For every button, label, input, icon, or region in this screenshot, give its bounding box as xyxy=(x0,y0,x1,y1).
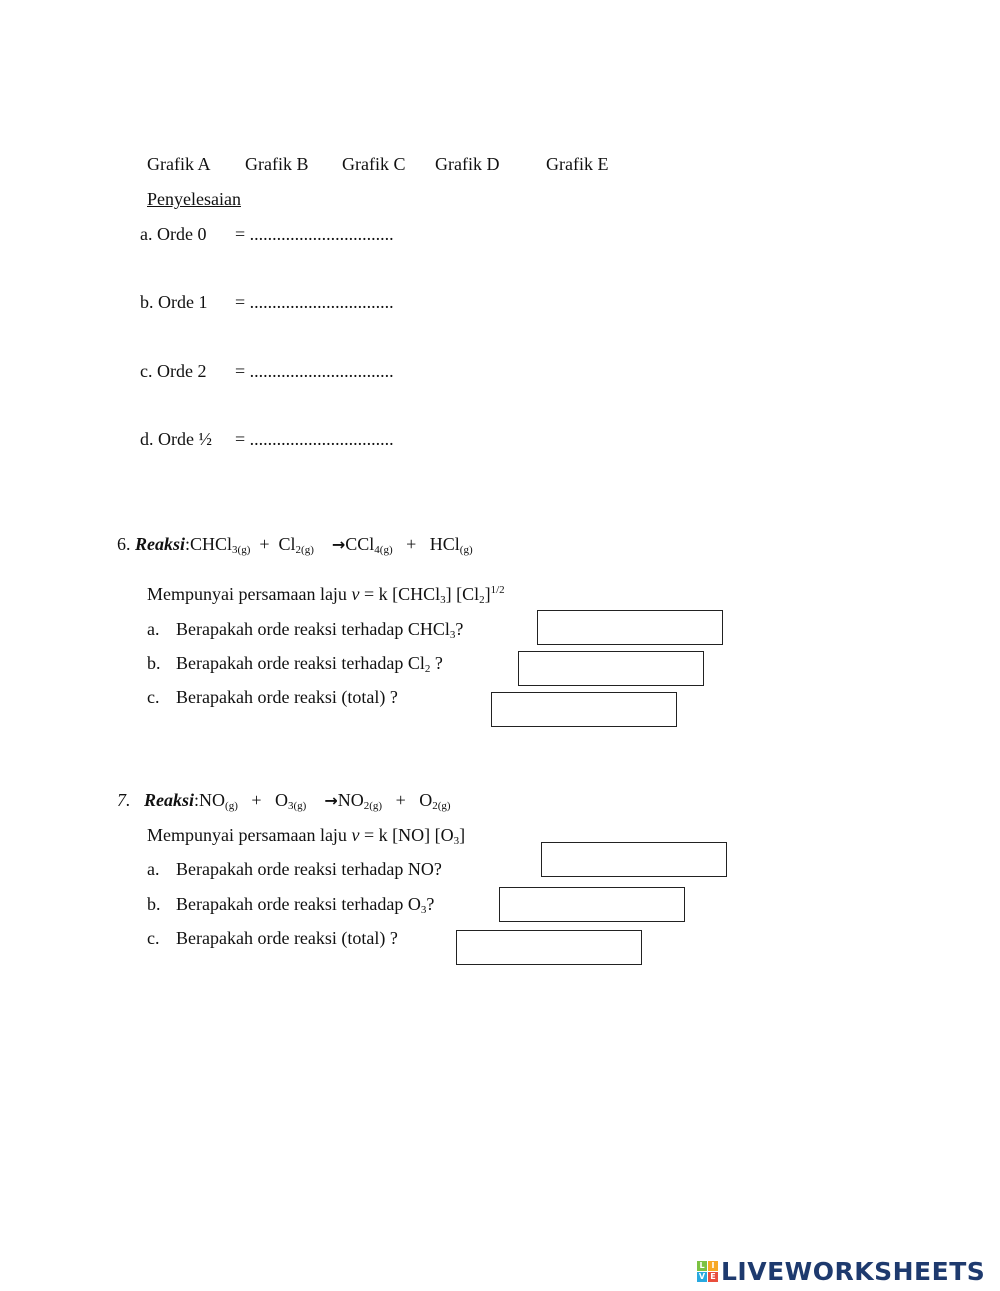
q6-answer-b-box[interactable] xyxy=(518,651,704,686)
q6-product-1: CCl xyxy=(345,534,375,554)
q6-rate-sub-1: 3 xyxy=(440,594,446,606)
q6-a-end: ? xyxy=(455,619,464,639)
q7-reactant-1-state: (g) xyxy=(225,800,238,812)
q7-rate-law xyxy=(147,825,466,847)
q6-c-question: Berapakah orde reaksi (total) ? xyxy=(176,687,398,707)
q7-product-1-state: 2(g) xyxy=(363,800,383,812)
q6-number: 6. xyxy=(117,534,131,554)
graph-label-c: Grafik C xyxy=(342,154,406,174)
order-1-label: b. Orde 1 xyxy=(140,292,208,312)
q6-a-question xyxy=(176,619,464,641)
q7-product-1: NO xyxy=(337,790,364,810)
liveworksheets-logo xyxy=(697,1256,985,1286)
q7-b-question xyxy=(176,894,435,916)
q7-rate-prefix: Mempunyai persamaan laju xyxy=(147,825,352,845)
order-1-blank: = ................................ xyxy=(235,292,394,312)
q7-b-text: Berapakah orde reaksi terhadap O xyxy=(176,894,421,914)
logo-cell-v: V xyxy=(698,1271,706,1281)
q6-product-1-state: 4(g) xyxy=(374,544,393,556)
graph-label-b: Grafik B xyxy=(245,154,309,174)
q6-product-2: HCl xyxy=(429,534,460,554)
q7-c-letter: c. xyxy=(147,928,160,948)
q6-reaksi-label: Reaksi xyxy=(135,534,186,554)
q7-reactant-1: NO xyxy=(199,790,226,810)
order-half-label: d. Orde ½ xyxy=(140,429,212,449)
arrow-icon: → xyxy=(324,791,338,810)
q7-rate-sub: 3 xyxy=(453,835,460,847)
q7-a-question: Berapakah orde reaksi terhadap NO? xyxy=(176,859,442,879)
q7-b-end: ? xyxy=(426,894,435,914)
q6-rate-v: v xyxy=(351,584,360,604)
q7-plus-1: + xyxy=(251,790,262,810)
q6-rate-exponent: 1/2 xyxy=(490,584,505,596)
liveworksheets-logo-text: LIVEWORKSHEETS xyxy=(721,1256,986,1286)
q6-b-text: Berapakah orde reaksi terhadap Cl xyxy=(176,653,425,673)
q6-rate-eq: = k [CHCl xyxy=(359,584,441,604)
graph-label-d: Grafik D xyxy=(435,154,500,174)
q6-rate-sub-2: 2 xyxy=(479,594,485,606)
q6-a-text: Berapakah orde reaksi terhadap CHCl xyxy=(176,619,450,639)
q6-reactant-1-state: 3(g) xyxy=(232,544,251,556)
order-2-label: c. Orde 2 xyxy=(140,361,207,381)
arrow-icon: → xyxy=(331,535,346,554)
q6-b-letter: b. xyxy=(147,653,161,673)
q7-product-2: O xyxy=(419,790,433,810)
q6-a-letter: a. xyxy=(147,619,160,639)
order-2-blank: = ................................ xyxy=(235,361,394,381)
q6-rate-prefix: Mempunyai persamaan laju xyxy=(147,584,352,604)
q6-rate-law xyxy=(147,584,505,606)
q7-answer-b-box[interactable] xyxy=(499,887,685,922)
q6-reactant-1: CHCl xyxy=(190,534,233,554)
q7-product-2-state: 2(g) xyxy=(432,800,451,812)
q6-b-sub: 2 xyxy=(424,663,431,675)
logo-cell-i: I xyxy=(708,1261,718,1271)
graph-label-e: Grafik E xyxy=(546,154,609,174)
q6-colon: : xyxy=(185,534,191,554)
q7-reactant-2-state: 3(g) xyxy=(288,800,307,812)
liveworksheets-logo-icon xyxy=(697,1261,718,1282)
logo-cell-e: E xyxy=(708,1272,718,1282)
q6-b-question xyxy=(176,653,443,675)
q7-a-letter: a. xyxy=(147,859,160,879)
order-half-blank: = ................................ xyxy=(235,429,394,449)
q6-reactant-2: Cl xyxy=(278,534,296,554)
q7-b-letter: b. xyxy=(147,894,161,914)
q7-rate-end: ] xyxy=(459,825,466,845)
q6-rate-end: ] xyxy=(484,584,491,604)
q7-rate-v: v xyxy=(351,825,360,845)
q7-plus-2: + xyxy=(395,790,406,810)
order-0-label: a. Orde 0 xyxy=(140,224,207,244)
q6-product-2-state: (g) xyxy=(459,544,473,556)
q6-plus-2: + xyxy=(406,534,417,554)
q7-answer-c-box[interactable] xyxy=(456,930,642,965)
graph-label-a: Grafik A xyxy=(147,154,211,174)
order-0-blank: = ................................ xyxy=(235,224,394,244)
q7-b-sub: 3 xyxy=(420,904,427,916)
logo-cell-l: L xyxy=(697,1261,707,1271)
q7-reactant-2: O xyxy=(275,790,289,810)
solution-heading: Penyelesaian xyxy=(147,189,241,209)
q7-c-question: Berapakah orde reaksi (total) ? xyxy=(176,928,398,948)
q7-number: 7. xyxy=(117,790,131,810)
q7-answer-a-box[interactable] xyxy=(541,842,727,877)
q7-colon: : xyxy=(194,790,200,810)
q7-rate-eq: = k [NO] [O xyxy=(359,825,454,845)
q7-reaksi-label: Reaksi xyxy=(144,790,195,810)
q6-c-letter: c. xyxy=(147,687,160,707)
q7-reaction xyxy=(117,790,451,812)
q6-b-end: ? xyxy=(430,653,443,673)
q6-plus-1: + xyxy=(259,534,270,554)
q6-a-sub: 3 xyxy=(449,629,456,641)
q6-reactant-2-state: 2(g) xyxy=(295,544,314,556)
q6-answer-a-box[interactable] xyxy=(537,610,723,645)
q6-rate-mid: ] [Cl xyxy=(445,584,480,604)
q6-reaction xyxy=(117,534,473,556)
q6-answer-c-box[interactable] xyxy=(491,692,677,727)
